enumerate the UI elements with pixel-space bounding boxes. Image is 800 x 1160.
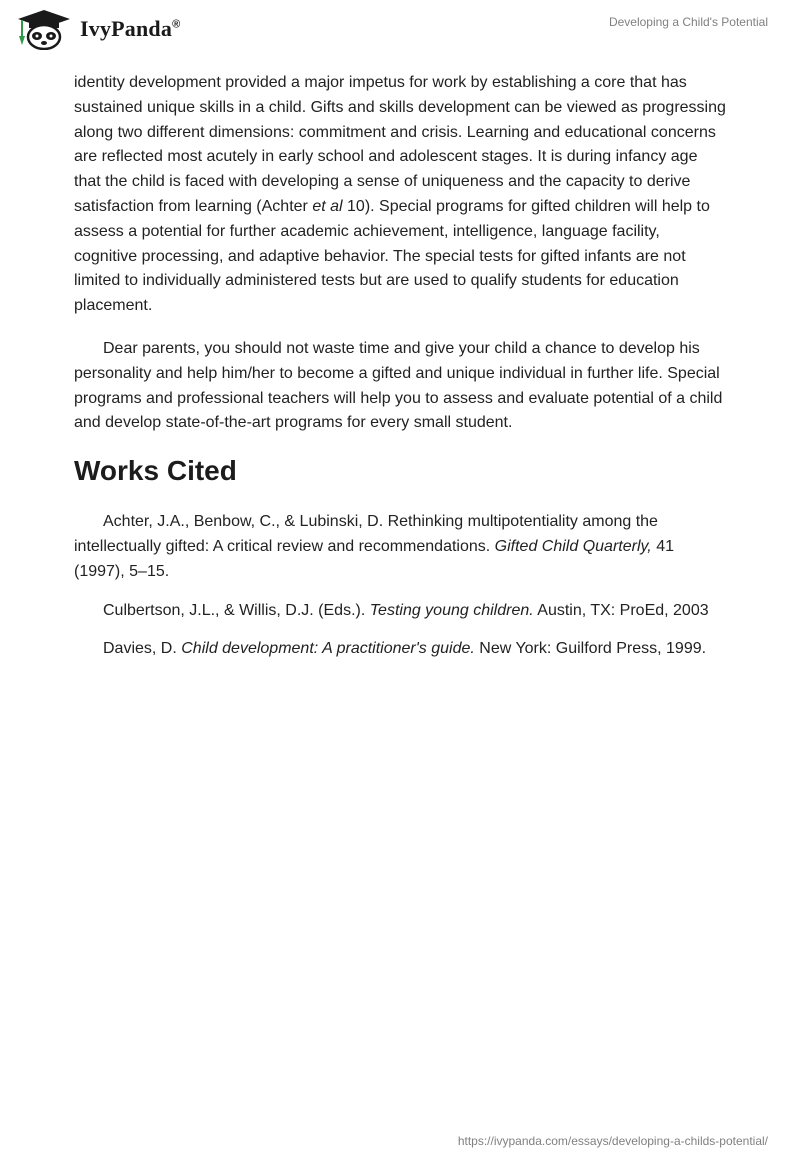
source-url-link[interactable]: https://ivypanda.com/essays/developing-a-childs-potential/ (457, 1134, 768, 1148)
reference-item: Achter, J.A., Benbow, C., & Lubinski, D. Rethinking multipotentiality among the intellectually gifted: A critical review and recommendations. Gifted Child Quarterly, 41 (1997), 5–15. (74, 513, 674, 580)
paragraph-2: Dear parents, you should not waste time and give your child a chance to develop his personality and help him/her to become a gifted and unique individual in further life. Special programs and professional teachers will help you to assess and evaluate potential of a child and develop state-of-the-art programs for every small student. (74, 339, 723, 432)
reference-item: Culbertson, J.L., & Willis, D.J. (Eds.). Testing young children. Austin, TX: ProEd, 2003 (103, 601, 709, 619)
works-cited-heading: Works Cited (74, 455, 237, 487)
paragraph-1: identity development provided a major impetus for work by establishing a core that has sustained unique skills in a child. Gifts and skills development can be viewed as progressing along two different dimensions: commitment and crisis. Learning and educational concerns are reflected most acutely in early school and adolescent stages. It is during infancy age that the child is faced with developing a sense of uniqueness and the capacity to derive satisfaction from learning (Achter et al 10). Special programs for gifted children will help to assess a potential for further academic achievement, intelligence, language facility, cognitive processing, and adaptive behavior. The special tests for gifted infants are not limited to individually administered tests but are used to qualify students for education placement. (74, 74, 726, 315)
document-title: Developing a Child's Potential (608, 15, 768, 29)
brand-name: IvyPanda® (80, 16, 181, 41)
essay-content (74, 71, 726, 676)
page-header (0, 0, 800, 60)
reference-item: Davies, D. Child development: A practitioner's guide. New York: Guilford Press, 1999. (103, 640, 707, 658)
panda-logo-icon (14, 8, 74, 50)
logo[interactable] (14, 8, 180, 50)
